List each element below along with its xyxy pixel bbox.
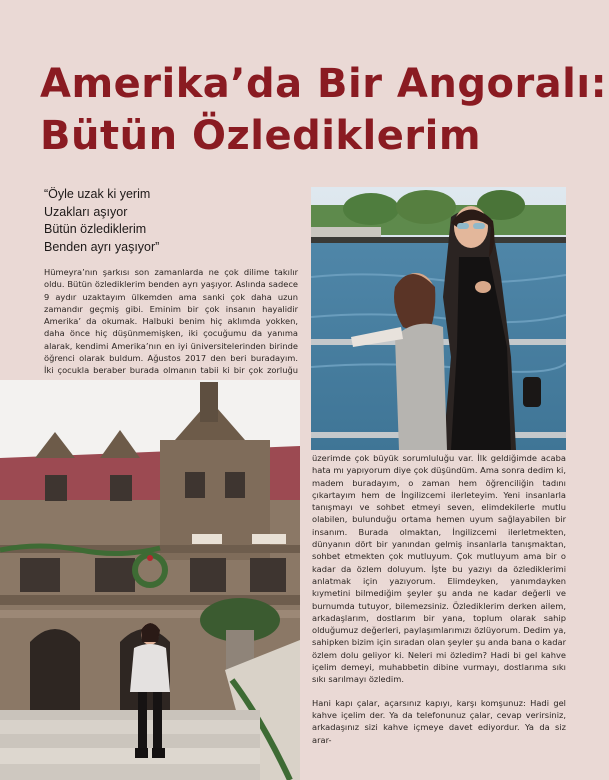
photo-mother-daughter: [311, 187, 566, 450]
quote-line: Uzakları aşıyor: [44, 204, 128, 219]
body-column-left: [44, 266, 298, 389]
body-paragraph: Hümeyra’nın şarkısı son zamanlarda ne çok dilime takılır oldu. Bütün özlediklerim benden ayrı yaşıyor. Aslında sadece 9 aydır uzaktayım ülkemden ama sanki çok daha uzun zamandır geçmiş gibi. Eminim bir çok insanın hayalidir Amerika’ da okumak. Halbuki benim hiç aklımda yokken, daha önce hiç düşünmemişken, iki çocuğumu da yanıma alarak, kendimi Amerika’nın en iyi üniversitelerinden birinde öğrenci olarak buldum. Ağustos 2017 den beri buradayım. İki çocukla beraber burada olmanın tabii ki bir çok zorluğu: [44, 267, 298, 376]
song-quote: [44, 186, 299, 256]
body-paragraph: üzerimde çok büyük sorumluluğu var. İlk geldiğimde acaba hata mı yapıyorum diye çok düşündüm. Ama sonra dedim ki, madem buradayım, o zaman hem öğrenciliğin tadını çıkartayım hem de İngilizcemi ilerleteyim. Yeni insanlarla tanışmayı ve sohbet etmeyi seven, elimdekilerle mutlu olabilen, bulunduğu ortama hemen uyum sağlayabilen bir insanım. Burada olmaktan, İngilizcemi ilerletmekten, dünyanın dört bir yanından gelmiş insanlarla tanışmaktan, sohbet etmekten çok mutluyum. Çok mutluyum ama bir o kadar da özlem doluyum. İşte bu yazıyı da özlediklerimi anlatmak için yazıyorum. Elimdeyken, yanımdayken kıymetini bilmediğim şeyler şu anda ne kadar değerli ve burnumda tutuyor, bilemezsiniz. Özlediklerim derken ailem, arkadaşlarım, dostlarım bir yana, toplum olarak sahip olduğumuz değerleri, paylaşımlarımızı özlüyorum. Dedim ya, sahipken bizim için sıradan olan şeyler şu anda bana o kadar özlem dolu geliyor ki. Neleri mi özledim? Hadi bi gel kahve içelim demeyi, muhabbetin dibine vurmayı, dostlarıma sıkı sıkı sarılmayı özledim.: [312, 453, 566, 685]
article-title: [40, 58, 608, 162]
photo-mansion: [0, 380, 300, 780]
quote-line: Benden ayrı yaşıyor”: [44, 239, 160, 254]
title-line-1: Amerika’da Bir Angoralı:: [40, 61, 608, 107]
quote-line: “Öyle uzak ki yerim: [44, 187, 151, 201]
body-paragraph: Hani kapı çalar, açarsınız kapıyı, karşı komşunuz: Hadi gel kahve içelim der. Ya da telefonunuz çalar, cevap verirsiniz, arkadaşınız sizi kahve içmeye davet ediyordur. Ya da siz arar-: [312, 697, 566, 745]
title-line-2: Bütün Özlediklerim: [40, 113, 481, 159]
body-column-right: [312, 452, 566, 746]
quote-line: Bütün özlediklerim: [44, 222, 147, 236]
